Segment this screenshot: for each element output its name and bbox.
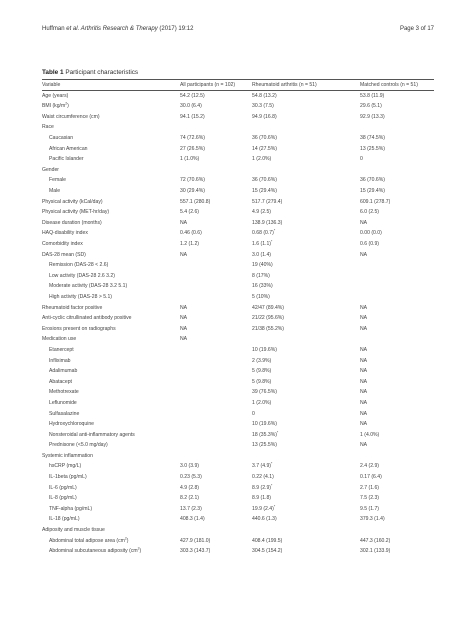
cell-matched-controls: NA: [360, 421, 368, 428]
row-variable: IL-6 (pg/mL): [49, 484, 77, 491]
cell-all-participants: 408.3 (1.4): [180, 516, 205, 523]
row-variable: High activity (DAS-28 > 5.1): [49, 293, 112, 300]
row-variable: Prednisone (<5.0 mg/day): [49, 442, 108, 449]
table-row: [42, 441, 434, 452]
table-row: [42, 144, 434, 155]
cell-rheumatoid-arthritis: 39 (76.5%): [252, 389, 277, 396]
cell-rheumatoid-arthritis: 36 (70.6%): [252, 177, 277, 184]
cell-rheumatoid-arthritis: 21/38 (55.2%): [252, 325, 284, 332]
cell-matched-controls: NA: [360, 219, 368, 226]
table-row: [42, 176, 434, 187]
cell-rheumatoid-arthritis: 4.9 (2.5): [252, 209, 271, 216]
cell-matched-controls: 609.1 (278.7): [360, 198, 391, 205]
cell-all-participants: 4.9 (2.8): [180, 484, 199, 491]
cell-matched-controls: NA: [360, 304, 368, 311]
cell-matched-controls: 2.7 (1.6): [360, 484, 379, 491]
table-row: [42, 324, 434, 335]
table-row: [42, 419, 434, 430]
cell-rheumatoid-arthritis: 2 (3.9%): [252, 357, 272, 364]
table-row: [42, 494, 434, 505]
cell-rheumatoid-arthritis: 5 (9.8%): [252, 368, 272, 375]
table-row: [42, 91, 434, 102]
table-row: [42, 218, 434, 229]
cell-matched-controls: 0.17 (6.4): [360, 474, 382, 481]
row-variable: Etanercept: [49, 346, 74, 353]
cell-matched-controls: NA: [360, 315, 368, 322]
cell-rheumatoid-arthritis: 13 (25.5%): [252, 442, 277, 449]
row-variable: Female: [49, 177, 66, 184]
cell-matched-controls: NA: [360, 399, 368, 406]
cell-matched-controls: NA: [360, 346, 368, 353]
row-variable: Low activity (DAS-28 2.6 3.2): [49, 272, 115, 279]
cell-all-participants: NA: [180, 315, 188, 322]
cell-rheumatoid-arthritis: 19.9 (2.4)*: [252, 504, 276, 512]
table-column-headers: [42, 81, 434, 90]
cell-matched-controls: NA: [360, 357, 368, 364]
table-row: [42, 186, 434, 197]
cell-matched-controls: 92.9 (13.3): [360, 113, 385, 120]
table-row: [42, 271, 434, 282]
column-header-ra: Rheumatoid arthritis (n = 51): [252, 82, 317, 88]
row-variable: Sulfasalazine: [49, 410, 80, 417]
row-variable: IL-18 (pg/mL): [49, 516, 80, 523]
table-row: [42, 504, 434, 515]
table-row: [42, 547, 434, 558]
table-row: [42, 250, 434, 261]
table-row: [42, 123, 434, 134]
cell-all-participants: NA: [180, 336, 188, 343]
cell-matched-controls: 9.5 (1.7): [360, 505, 379, 512]
cell-all-participants: 74 (72.6%): [180, 135, 205, 142]
cell-matched-controls: 302.1 (133.9): [360, 548, 391, 555]
cell-rheumatoid-arthritis: 0: [252, 410, 255, 417]
row-variable: Waist circumference (cm): [42, 113, 100, 120]
table-row: [42, 133, 434, 144]
cell-matched-controls: NA: [360, 251, 368, 258]
cell-rheumatoid-arthritis: 8.9 (2.9)*: [252, 482, 273, 491]
cell-matched-controls: NA: [360, 378, 368, 385]
cell-rheumatoid-arthritis: 517.7 (279.4): [252, 198, 283, 205]
table-row: [42, 472, 434, 483]
cell-matched-controls: 0: [360, 156, 363, 163]
cell-all-participants: 13.7 (2.3): [180, 505, 202, 512]
cell-rheumatoid-arthritis: 16 (33%): [252, 283, 273, 290]
row-variable: Adiposity and muscle tissue: [42, 527, 105, 534]
table-caption: [42, 69, 138, 76]
cell-rheumatoid-arthritis: 1 (2.0%): [252, 156, 272, 163]
cell-all-participants: NA: [180, 251, 188, 258]
table-row: [42, 356, 434, 367]
cell-all-participants: 94.1 (15.2): [180, 113, 205, 120]
row-variable: Methotrexate: [49, 389, 79, 396]
cell-rheumatoid-arthritis: 10 (19.6%): [252, 421, 277, 428]
cell-all-participants: 557.1 (280.8): [180, 198, 211, 205]
row-variable: Infliximab: [49, 357, 71, 364]
cell-matched-controls: 0.00 (0.0): [360, 230, 382, 237]
cell-all-participants: 5.4 (2.6): [180, 209, 199, 216]
cell-rheumatoid-arthritis: 8.9 (1.8): [252, 495, 271, 502]
table-row: [42, 430, 434, 441]
cell-matched-controls: 7.5 (2.3): [360, 495, 379, 502]
table-row: [42, 261, 434, 272]
table-row: [42, 335, 434, 346]
cell-matched-controls: NA: [360, 389, 368, 396]
cell-matched-controls: NA: [360, 410, 368, 417]
cell-rheumatoid-arthritis: 42/47 (89.4%): [252, 304, 284, 311]
cell-matched-controls: 379.3 (1.4): [360, 516, 385, 523]
table-row: [42, 102, 434, 113]
row-variable: Race: [42, 124, 54, 131]
cell-all-participants: 30.0 (6.4): [180, 103, 202, 110]
row-variable: HAQ-disability index: [42, 230, 88, 237]
table-row: [42, 282, 434, 293]
table-row: [42, 208, 434, 219]
row-variable: IL-1beta (pg/mL): [49, 474, 87, 481]
table-row: [42, 398, 434, 409]
table-row: [42, 345, 434, 356]
table-row: [42, 303, 434, 314]
row-variable: TNF-alpha (pg/mL): [49, 505, 93, 512]
cell-rheumatoid-arthritis: 21/22 (95.6%): [252, 315, 284, 322]
cell-all-participants: 0.23 (5.3): [180, 474, 202, 481]
table-row: [42, 366, 434, 377]
cell-matched-controls: 447.3 (160.2): [360, 537, 391, 544]
row-variable: Abdominal total adipose area $(cm^2)$: [49, 535, 129, 544]
cell-rheumatoid-arthritis: 8 (17%): [252, 272, 270, 279]
cell-rheumatoid-arthritis: 30.3 (7.5): [252, 103, 274, 110]
table-row: [42, 536, 434, 547]
table-row: [42, 388, 434, 399]
journal-name: et al. Arthritis Research & Therapy: [66, 26, 158, 32]
cell-all-participants: 3.0 (3.9): [180, 463, 199, 470]
cell-rheumatoid-arthritis: 54.8 (13.2): [252, 92, 277, 99]
table-row: [42, 112, 434, 123]
table-row: [42, 292, 434, 303]
cell-all-participants: 54.2 (12.5): [180, 92, 205, 99]
table-row: [42, 239, 434, 250]
row-variable: Physical activity (kCal/day): [42, 198, 103, 205]
authors: Huffman: [42, 26, 67, 32]
table-row: [42, 377, 434, 388]
column-header-variable: Variable: [42, 82, 61, 88]
cell-all-participants: 0.46 (0.6): [180, 230, 202, 237]
cell-rheumatoid-arthritis: 36 (70.6%): [252, 135, 277, 142]
cell-all-participants: 27 (26.5%): [180, 145, 205, 152]
cell-rheumatoid-arthritis: 19 (40%): [252, 262, 273, 269]
cell-rheumatoid-arthritis: 3.7 (4.9)*: [252, 461, 273, 470]
cell-matched-controls: 6.0 (2.5): [360, 209, 379, 216]
row-variable: Erosions present on radiographs: [42, 325, 116, 332]
cell-all-participants: 8.2 (2.1): [180, 495, 199, 502]
cell-rheumatoid-arthritis: 3.0 (1.4): [252, 251, 271, 258]
row-variable: DAS-28 mean (SD): [42, 251, 86, 258]
table-row: [42, 525, 434, 536]
cell-matched-controls: 13 (25.5%): [360, 145, 385, 152]
cell-matched-controls: NA: [360, 368, 368, 375]
table-row: [42, 409, 434, 420]
cell-matched-controls: NA: [360, 325, 368, 332]
cell-matched-controls: 1 (4.0%): [360, 431, 380, 438]
table-row: [42, 483, 434, 494]
row-variable: BMI $(kg/m^2)$: [42, 101, 69, 110]
row-variable: Physical activity (MET-hr/day): [42, 209, 110, 216]
cell-rheumatoid-arthritis: 408.4 (199.5): [252, 537, 283, 544]
table-row: [42, 451, 434, 462]
table-title: Participant characteristics: [63, 69, 139, 76]
cell-all-participants: 30 (29.4%): [180, 188, 205, 195]
cell-all-participants: NA: [180, 304, 188, 311]
cell-matched-controls: 2.4 (2.9): [360, 463, 379, 470]
cell-rheumatoid-arthritis: 0.68 (0.7)*: [252, 228, 276, 237]
row-variable: Nonsteroidal anti-inflammatory agents: [49, 431, 135, 438]
table-row: [42, 313, 434, 324]
cell-rheumatoid-arthritis: 1 (2.0%): [252, 399, 272, 406]
cell-matched-controls: 29.6 (5.1): [360, 103, 382, 110]
cell-matched-controls: 53.8 (11.9): [360, 92, 385, 99]
row-variable: Comorbidity index: [42, 241, 83, 247]
table-row: [42, 155, 434, 166]
cell-rheumatoid-arthritis: 0.22 (4.1): [252, 474, 274, 481]
row-variable: Remission (DAS-28 < 2.6): [49, 262, 109, 269]
cell-rheumatoid-arthritis: 138.9 (136.3): [252, 219, 283, 226]
row-variable: Pacific Islander: [49, 156, 84, 163]
cell-rheumatoid-arthritis: 1.6 (1.1)*: [252, 239, 273, 247]
row-variable: Male: [49, 188, 61, 195]
cell-all-participants: 1.2 (1.2): [180, 241, 199, 247]
cell-rheumatoid-arthritis: 440.6 (1.3): [252, 516, 277, 523]
row-variable: Rheumatoid factor positive: [42, 304, 103, 311]
row-variable: Systemic inflammation: [42, 452, 93, 459]
row-variable: Hydroxychloroquine: [49, 421, 95, 428]
cell-rheumatoid-arthritis: 5 (9.8%): [252, 378, 272, 385]
table-row: [42, 165, 434, 176]
cell-matched-controls: NA: [360, 442, 368, 449]
table-row: [42, 197, 434, 208]
row-variable: Medication use: [42, 336, 77, 343]
cell-all-participants: NA: [180, 325, 188, 332]
table-body: [42, 91, 434, 557]
page-header: [42, 26, 434, 36]
column-header-controls: Matched controls (n = 51): [360, 82, 418, 88]
cell-rheumatoid-arthritis: 10 (19.6%): [252, 346, 277, 353]
cell-rheumatoid-arthritis: 14 (27.5%): [252, 145, 277, 152]
row-variable: Leflunomide: [49, 399, 77, 406]
cell-all-participants: NA: [180, 219, 188, 226]
row-variable: Disease duration (months): [42, 219, 102, 226]
row-variable: Moderate activity (DAS-28 3.2 5.1): [49, 283, 128, 290]
cell-all-participants: 303.3 (143.7): [180, 548, 211, 555]
row-variable: African American: [49, 145, 88, 152]
cell-rheumatoid-arthritis: 5 (10%): [252, 293, 270, 300]
table-label: Table 1: [42, 69, 64, 76]
cell-rheumatoid-arthritis: 18 (35.3%)*: [252, 430, 279, 438]
row-variable: Gender: [42, 166, 59, 173]
article-citation: [42, 26, 193, 32]
row-variable: Age (years): [42, 92, 69, 99]
row-variable: Anti-cyclic citrullinated antibody positive: [42, 315, 132, 322]
row-variable: hsCRP (mg/L): [49, 463, 82, 470]
cell-all-participants: 72 (70.6%): [180, 177, 205, 184]
table-row: [42, 462, 434, 473]
row-variable: Adalimumab: [49, 368, 78, 375]
cell-all-participants: 427.9 (181.0): [180, 537, 211, 544]
cell-matched-controls: 15 (29.4%): [360, 188, 385, 195]
cell-rheumatoid-arthritis: 15 (29.4%): [252, 188, 277, 195]
row-variable: Abatacept: [49, 378, 72, 385]
page-number: Page 3 of 17: [399, 26, 434, 32]
cell-matched-controls: 38 (74.5%): [360, 135, 385, 142]
row-variable: Abdominal subcutaneous adiposity $(cm^2)$: [49, 546, 142, 555]
cell-matched-controls: 0.6 (0.9): [360, 241, 379, 247]
row-variable: Caucasian: [49, 135, 74, 142]
row-variable: IL-8 (pg/mL): [49, 495, 77, 502]
year-volume: (2017) 19:12: [157, 26, 194, 32]
cell-rheumatoid-arthritis: 94.9 (16.8): [252, 113, 277, 120]
table-row: [42, 515, 434, 526]
cell-all-participants: 1 (1.0%): [180, 156, 200, 163]
column-header-all: All participants (n = 102): [180, 82, 236, 88]
table-row: [42, 229, 434, 240]
cell-rheumatoid-arthritis: 304.5 (154.2): [252, 548, 283, 555]
cell-matched-controls: 36 (70.6%): [360, 177, 385, 184]
